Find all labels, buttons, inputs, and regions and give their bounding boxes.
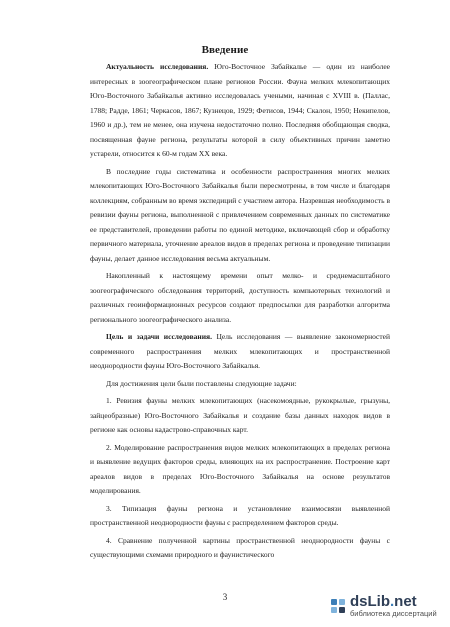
paragraph-experience	[90, 269, 390, 327]
dslib-logo-icon	[330, 598, 346, 614]
document-body	[90, 60, 390, 563]
brand-main: dsLib	[350, 593, 390, 611]
dslib-watermark[interactable]	[330, 591, 440, 621]
paragraph-text: 4. Сравнение полученной картины пространственной неоднородности фауны с существующими схемами природного и фаунистического	[90, 535, 390, 559]
watermark-subtitle: библиотека диссертаций	[350, 609, 437, 619]
paragraph-lead: Цель и задачи исследования.	[106, 332, 212, 341]
watermark-text	[350, 594, 437, 618]
brand-dot: .	[390, 593, 395, 611]
paragraph-lead: Актуальность исследования.	[106, 62, 209, 71]
task-item-4	[90, 534, 390, 563]
paragraph-text: 1. Ревизия фауны мелких млекопитающих (насекомоядные, рукокрылые, грызуны, зайцеобразные) Юго-Восточного Забайкалья и создание базы данных находок видов в регионе как основы кадастрово-справочных карт.	[90, 396, 390, 434]
paragraph-text: 3. Типизация фауны региона и установление взаимосвязи выявленной пространственной неоднородности фауны с распределением факторов среды.	[90, 503, 390, 527]
brand-tld: net	[394, 593, 417, 611]
task-item-3	[90, 502, 390, 531]
paragraph-relevance	[90, 60, 390, 162]
paragraph-text: Для достижения цели были поставлены следующие задачи:	[106, 378, 297, 388]
paragraph-text: Цель исследования — выявление закономерностей современного распространения мелких млекопитающих и пространственной неоднородности фауны Юго-Восточного Забайкалья.	[90, 332, 390, 370]
paragraph-goal	[90, 330, 390, 374]
paragraph-text: 2. Моделирование распространения видов мелких млекопитающих в пределах региона и выявление ведущих факторов среды, влияющих на их распространение. Построение карт ареалов видов в пределах Юго-Восточного Забайкалья на основе результатов моделирования.	[90, 442, 390, 495]
paragraph-tasks-intro	[90, 377, 390, 392]
task-item-1	[90, 394, 390, 438]
paragraph-systematics	[90, 165, 390, 267]
task-item-2	[90, 441, 390, 499]
document-heading: Введение	[201, 44, 249, 56]
paragraph-text: Юго-Восточное Забайкалье — один из наиболее интересных в зоогеографическом плане регионов России. Фауна мелких млекопитающих Юго-Восточного Забайкалья активно исследовалась учеными, начиная с XVIII в. (Паллас, 1788; Радде, 1861; Черкасов, 1867; Кузнецов, 1929; Фетисов, 1944; Скалон, 1950; Некипелов, 1960 и др.), тем не менее, она изучена недостаточно полно. Последняя обобщающая сводка, посвященная фауне региона, результаты которой в силу объективных причин заметно устарели, относится к 60-м годам XX века.	[90, 62, 391, 158]
watermark-brand	[350, 594, 437, 609]
paragraph-text: В последние годы систематика и особенности распространения многих мелких млекопитающих Юго-Восточного Забайкалья были пересмотрены, в том числе и благодаря коллекциям, собранным во время экспедиций с участием автора. Назревшая необходимость в ревизии фауны региона, выполненной с привлечением современных данных по систематике ее представителей, проведении работы по единой методике, включающей сбор и обработку первичного материала, уточнение ареалов видов в пределах региона и проведение типизации фауны, делает данное исследования весьма актуальным.	[90, 166, 390, 263]
paragraph-text: Накопленный к настоящему времени опыт мелко- и среднемасштабного зоогеографического обследования территорий, доступность компьютерных технологий и различных геоинформационных ресурсов создают предпосылки для разработки алгоритма регионального зоогеографического анализа.	[90, 271, 390, 324]
page-number: 3	[222, 592, 228, 602]
